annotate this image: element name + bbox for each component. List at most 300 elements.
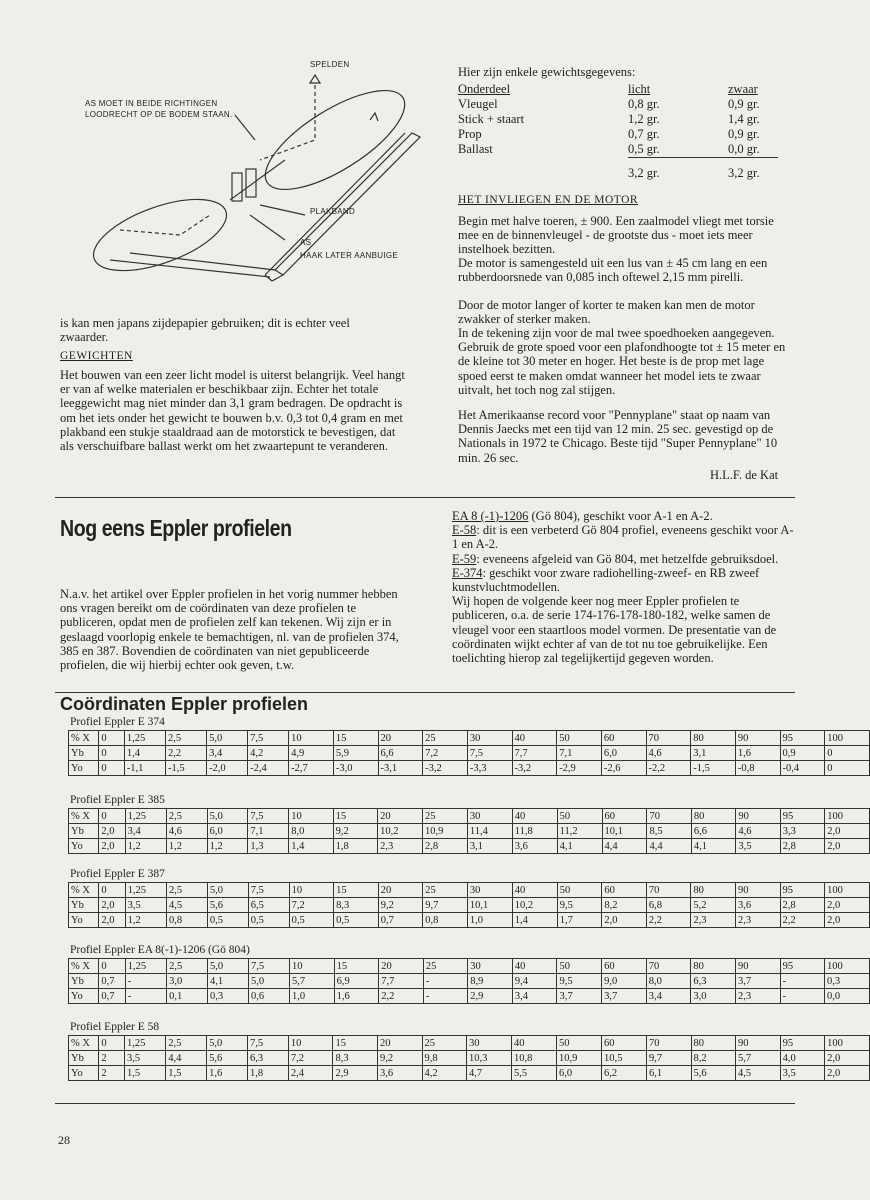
coords-cell: 90 [735, 959, 780, 974]
coords-row-label: Yb [69, 746, 99, 761]
coords-cell: 50 [557, 883, 602, 898]
article-profile-list [452, 509, 794, 665]
coords-cell: 8,0 [289, 824, 333, 839]
coords-cell: 3,1 [691, 746, 736, 761]
label-spelden: SPELDEN [310, 60, 350, 69]
coords-cell: 6,0 [207, 824, 248, 839]
coords-cell: 10,2 [378, 824, 423, 839]
coords-cell: -0,4 [780, 761, 825, 776]
coords-cell: 3,3 [780, 824, 824, 839]
coords-cell: 3,7 [557, 989, 602, 1004]
profile-item [452, 552, 794, 566]
coords-cell: 4,2 [248, 746, 289, 761]
profile-coords-table [68, 808, 870, 854]
coords-cell: 11,8 [512, 824, 557, 839]
coords-cell: 7,1 [248, 824, 289, 839]
coords-cell: 0 [99, 809, 125, 824]
coords-cell: 1,4 [289, 839, 333, 854]
coords-cell: 0,7 [378, 913, 423, 928]
coords-row-yb [69, 974, 870, 989]
profile-coords-table [68, 958, 870, 1004]
coords-cell: -2,6 [601, 761, 646, 776]
coords-cell: 2,9 [468, 989, 513, 1004]
section-divider [55, 497, 795, 498]
coords-cell: 10 [288, 1036, 333, 1051]
coords-cell: 0 [825, 746, 870, 761]
right-paragraph-3: Door de motor langer of korter te maken kan men de motor zwakker of sterker maken. [458, 298, 755, 327]
coords-cell: 8,5 [647, 824, 691, 839]
coords-row-label: Yb [69, 1051, 99, 1066]
coords-cell: 0 [99, 731, 124, 746]
left-paragraph-2: Het bouwen van een zeer licht model is uiterst belangrijk. Veel hangt er van af welke materialen er beschikbaar zijn. Echter het totale leeggewicht mag niet minder dan 3,1 gram bedragen. De opdracht is om het iets onder het gewicht te bouwen b.v. 0,3 tot 0,4 gram en met plakband een stukje staaldraad aan de motorstick te bevestigen, dat als verschuifbare ballast werkt om het zwaartepunt te veranderen. [60, 368, 405, 454]
profile-coords-table [68, 882, 870, 928]
coords-cell: 2,4 [288, 1066, 333, 1081]
coords-cell: 80 [691, 731, 736, 746]
heading-gewichten: GEWICHTEN [60, 350, 133, 362]
profile-code: EA 8 (-1)-1206 [452, 509, 529, 523]
profile-table-title: Profiel Eppler E 58 [70, 1021, 160, 1033]
coords-cell: 9,2 [378, 898, 423, 913]
coords-cell: 1,4 [512, 913, 557, 928]
label-as-note: AS MOET IN BEIDE RICHTINGEN LOODRECHT OP DE BODEM STAAN. [85, 99, 233, 119]
coords-row-x [69, 731, 870, 746]
coords-row-yo [69, 989, 870, 1004]
coords-cell: 5,6 [691, 1066, 736, 1081]
coords-cell: 0 [825, 761, 870, 776]
coords-row-yb [69, 746, 870, 761]
coords-cell: -2,0 [207, 761, 248, 776]
coords-cell: 10 [289, 883, 334, 898]
profile-table-title: Profiel Eppler E 385 [70, 794, 165, 806]
coords-cell: -0,8 [735, 761, 780, 776]
coords-cell: 2,0 [99, 898, 125, 913]
coords-cell: 4,6 [736, 824, 780, 839]
coords-cell: 2,0 [99, 824, 125, 839]
right-paragraph-4: In de tekening zijn voor de mal twee spoedhoeken aangegeven. Gebruik de grote spoed voor een plafondhoogte tot ± 15 meter en de kleine tot 30 meter en hoger. Het beste is de prop met lage spoed eerst te maken omdat wanneer het model iets te zwaar uitvalt, het toch nog zal stijgen. [458, 326, 786, 397]
coords-cell: 4,4 [647, 839, 691, 854]
coords-cell: 5,6 [207, 1051, 248, 1066]
coords-cell: 30 [467, 731, 512, 746]
coords-cell: 7,7 [512, 746, 557, 761]
coords-cell: 5,0 [248, 974, 289, 989]
coords-cell: 20 [377, 1036, 422, 1051]
coords-cell: 0,1 [167, 989, 208, 1004]
coords-divider [55, 692, 795, 693]
coords-cell: 8,3 [334, 898, 379, 913]
coords-cell: 0,3 [825, 974, 870, 989]
coords-cell: 3,5 [124, 1051, 165, 1066]
coords-row-label: % X [69, 1036, 99, 1051]
coords-cell: 60 [602, 883, 647, 898]
coords-cell: 2,9 [333, 1066, 378, 1081]
coords-cell: 7,2 [423, 746, 468, 761]
coords-cell: -3,2 [423, 761, 468, 776]
coords-cell: 2,3 [378, 839, 423, 854]
coords-row-yb [69, 898, 870, 913]
coords-cell: 60 [601, 731, 646, 746]
coords-cell: 100 [825, 731, 870, 746]
coords-cell: 9,5 [557, 898, 602, 913]
coords-cell: 2 [99, 1066, 125, 1081]
coords-cell: -1,5 [691, 761, 736, 776]
coords-cell: 6,8 [646, 898, 691, 913]
profile-table-title: Profiel Eppler E 374 [70, 716, 165, 728]
coords-cell: 3,6 [512, 839, 557, 854]
author-signature: H.L.F. de Kat [710, 468, 779, 482]
coords-cell: 0 [99, 1036, 125, 1051]
coords-cell: 70 [646, 1036, 691, 1051]
coords-cell: 50 [557, 809, 602, 824]
coords-cell: 1,0 [467, 913, 512, 928]
coords-cell: 2,8 [780, 839, 824, 854]
coords-row-yb [69, 824, 870, 839]
heading-invliegen: HET INVLIEGEN EN DE MOTOR [458, 194, 639, 206]
coords-cell: 40 [512, 809, 557, 824]
coords-cell: 70 [647, 809, 691, 824]
coords-cell: 2,5 [166, 809, 207, 824]
coords-cell: 3,7 [602, 989, 647, 1004]
coords-cell: 7,5 [248, 1036, 289, 1051]
coords-cell: 5,7 [289, 974, 334, 989]
coords-row-x [69, 883, 870, 898]
coords-cell: - [780, 989, 824, 1004]
profile-item [452, 523, 794, 551]
coords-cell: 15 [333, 809, 377, 824]
coords-cell: 10,9 [423, 824, 468, 839]
coords-cell: 3,1 [467, 839, 512, 854]
coords-cell: 4,1 [208, 974, 249, 989]
coords-cell: 1,5 [124, 1066, 165, 1081]
coords-cell: 10,8 [512, 1051, 557, 1066]
coords-cell: 9,7 [423, 898, 468, 913]
coords-cell: 6,3 [691, 974, 736, 989]
coords-cell: 10 [289, 959, 334, 974]
coords-cell: 1,6 [207, 1066, 248, 1081]
coords-cell: 20 [379, 959, 424, 974]
coords-cell: 1,25 [124, 731, 165, 746]
coords-cell: 2,5 [166, 731, 207, 746]
coords-cell: 8,2 [602, 898, 647, 913]
weights-cell: Ballast [458, 142, 493, 156]
coords-cell: 1,2 [166, 839, 207, 854]
weights-table [458, 82, 778, 181]
coords-cell: 0 [99, 746, 124, 761]
coords-cell: 2,8 [780, 898, 825, 913]
coords-cell: 4,6 [166, 824, 207, 839]
coords-cell: 80 [691, 959, 736, 974]
coords-cell: 25 [423, 731, 468, 746]
coords-cell: 80 [691, 1036, 736, 1051]
coords-row-label: Yo [69, 989, 99, 1004]
coords-cell: 6,6 [378, 746, 423, 761]
coords-cell: 3,5 [125, 898, 166, 913]
coords-cell: 9,4 [512, 974, 557, 989]
coords-cell: 6,1 [646, 1066, 691, 1081]
coords-cell: 3,4 [512, 989, 557, 1004]
coords-cell: 9,0 [602, 974, 647, 989]
coords-cell: 10,1 [467, 898, 512, 913]
coords-row-label: % X [69, 731, 99, 746]
coords-cell: 5,0 [207, 1036, 248, 1051]
coords-cell: 90 [735, 731, 780, 746]
profile-coords-table [68, 730, 870, 776]
coords-cell: 2,0 [825, 913, 870, 928]
coords-cell: 5,6 [207, 898, 248, 913]
label-haak: HAAK LATER AANBUIGE [300, 251, 399, 260]
coords-cell: 7,2 [289, 898, 334, 913]
coords-cell: 6,2 [601, 1066, 646, 1081]
coords-row-label: Yo [69, 913, 99, 928]
coords-cell: 4,1 [691, 839, 735, 854]
coords-cell: 11,4 [467, 824, 512, 839]
coords-row-label: % X [69, 883, 99, 898]
coords-cell: 10,1 [602, 824, 647, 839]
coords-row-yb [69, 1051, 870, 1066]
profile-text: : dit is een verbeterd Gö 804 profiel, eveneens geschikt voor A-1 en A-2. [452, 523, 794, 552]
coords-cell: 15 [334, 883, 379, 898]
coords-row-label: Yo [69, 761, 99, 776]
coords-cell: 7,2 [288, 1051, 333, 1066]
label-as: AS [300, 238, 312, 247]
coords-row-yo [69, 1066, 870, 1081]
weights-cell: 0,5 gr. [628, 142, 660, 156]
coords-cell: -1,5 [166, 761, 207, 776]
coords-cell: 3,5 [736, 839, 780, 854]
coords-cell: 60 [601, 1036, 646, 1051]
weights-cell: 0,8 gr. [628, 97, 660, 111]
coords-cell: 100 [825, 883, 870, 898]
coords-cell: 1,8 [333, 839, 377, 854]
coords-cell: -2,2 [646, 761, 691, 776]
right-paragraph-2: De motor is samengesteld uit een lus van ± 45 cm lang en een rubberdoorsnede van 0,085 inch oftewel 2,15 mm pirelli. [458, 256, 768, 285]
weights-header-heavy: zwaar [728, 82, 758, 96]
coords-cell: 80 [691, 809, 735, 824]
coords-cell: 1,25 [125, 959, 166, 974]
coords-cell: 5,5 [512, 1066, 557, 1081]
coords-cell: 30 [467, 883, 512, 898]
coords-cell: 2,0 [825, 898, 870, 913]
coords-cell: 70 [646, 883, 691, 898]
coords-cell: 2,0 [99, 839, 125, 854]
coords-cell: 5,0 [207, 883, 248, 898]
coords-cell: 5,0 [207, 731, 248, 746]
coords-cell: 6,3 [248, 1051, 289, 1066]
weights-row [458, 127, 778, 142]
coords-cell: 1,5 [166, 1066, 207, 1081]
coords-cell: 6,5 [248, 898, 289, 913]
coords-cell: 60 [602, 809, 647, 824]
coords-cell: 7,1 [557, 746, 602, 761]
article-intro: N.a.v. het artikel over Eppler profielen in het vorig nummer hebben ons vragen bereikt om de coördinaten van deze profielen te publiceren, opdat men de profielen zelf kan tekenen. Wij zijn er in geslaagd voorlopig enkele te bemachtigen, nl. van de profielen 374, 385 en 387. Bovendien de coördinaten van niet gepubliceerde profielen, die wij hierbij echter ook geven, t.w. [60, 587, 399, 673]
coords-cell: 7,5 [248, 731, 289, 746]
coords-cell: 5,9 [333, 746, 378, 761]
coords-cell: -3,3 [467, 761, 512, 776]
coords-row-label: Yo [69, 839, 99, 854]
coords-row-label: % X [69, 809, 99, 824]
coords-cell: 40 [512, 883, 557, 898]
coords-cell: 9,5 [557, 974, 602, 989]
coords-cell: 10 [289, 809, 333, 824]
coords-cell: 1,3 [248, 839, 289, 854]
coords-cell: 1,0 [289, 989, 334, 1004]
coords-cell: 95 [780, 959, 824, 974]
coords-cell: 7,5 [248, 959, 289, 974]
coords-cell: 9,7 [646, 1051, 691, 1066]
coords-cell: 6,6 [691, 824, 735, 839]
coords-cell: 4,5 [166, 898, 207, 913]
bottom-rule [55, 1103, 795, 1104]
coords-cell: 4,5 [736, 1066, 781, 1081]
coords-cell: 1,8 [248, 1066, 289, 1081]
weights-row [458, 112, 778, 127]
coords-cell: 2,3 [735, 989, 780, 1004]
coords-cell: 1,7 [557, 913, 602, 928]
left-paragraph-1: is kan men japans zijdepapier gebruiken; dit is echter veel zwaarder. [60, 316, 350, 345]
profile-item [452, 566, 794, 594]
coords-cell: 2,8 [423, 839, 468, 854]
coords-cell: 90 [736, 1036, 781, 1051]
coords-cell: 70 [646, 731, 691, 746]
coords-row-label: Yb [69, 898, 99, 913]
coords-cell: 25 [422, 1036, 467, 1051]
coords-cell: 5,0 [208, 959, 249, 974]
coords-cell: 10,3 [467, 1051, 512, 1066]
coords-cell: 9,8 [422, 1051, 467, 1066]
coords-cell: 2,0 [825, 1066, 870, 1081]
coords-row-label: % X [69, 959, 99, 974]
weights-intro: Hier zijn enkele gewichtsgegevens: [458, 65, 636, 79]
coords-cell: - [780, 974, 824, 989]
coords-cell: - [125, 989, 166, 1004]
coords-cell: 8,3 [333, 1051, 378, 1066]
weights-cell: 1,4 gr. [728, 112, 760, 126]
weights-header-part: Onderdeel [458, 82, 511, 96]
coords-cell: 25 [423, 809, 468, 824]
coords-cell: 2,0 [602, 913, 647, 928]
profile-text: : eveneens afgeleid van Gö 804, met hetzelfde gebruiksdoel. [476, 551, 779, 566]
coords-cell: 2,0 [825, 824, 870, 839]
coords-cell: 2,3 [691, 913, 736, 928]
coords-cell: 4,4 [602, 839, 647, 854]
coords-cell: 0 [99, 883, 125, 898]
coords-cell: 40 [512, 1036, 557, 1051]
profile-code: E-374 [452, 565, 483, 580]
coords-cell: 0 [99, 959, 125, 974]
coords-cell: 7,5 [248, 809, 289, 824]
profile-coords-table [68, 1035, 870, 1081]
coords-cell: 6,0 [601, 746, 646, 761]
model-jig-illustration [60, 45, 440, 310]
coords-row-x [69, 959, 870, 974]
coords-cell: 4,0 [780, 1051, 825, 1066]
coords-row-yo [69, 913, 870, 928]
coords-cell: 8,0 [646, 974, 691, 989]
coords-cell: 8,9 [468, 974, 513, 989]
coords-cell: 0,9 [780, 746, 825, 761]
coords-row-label: Yo [69, 1066, 99, 1081]
coords-cell: 0,8 [423, 913, 468, 928]
model-drawing [60, 45, 440, 310]
coords-cell: 2,2 [166, 746, 207, 761]
coords-cell: 11,2 [557, 824, 602, 839]
right-paragraph-5: Het Amerikaanse record voor "Pennyplane" staat op naam van Dennis Jaecks met een tijd van 12 min. 25 sec. gevestigd op de Nationals in 1972 te Chicago. Beste tijd "Super Pennyplane" 10 min. 26 sec. [458, 408, 778, 465]
coords-cell: 3,6 [735, 898, 780, 913]
coords-cell: 1,4 [124, 746, 165, 761]
coords-cell: 3,4 [646, 989, 691, 1004]
profile-text: (Gö 804), geschikt voor A-1 en A-2. [528, 509, 713, 523]
coords-cell: 4,1 [557, 839, 602, 854]
coords-cell: -3,0 [333, 761, 378, 776]
coords-cell: 5,7 [736, 1051, 781, 1066]
coords-row-label: Yb [69, 824, 99, 839]
coords-cell: 1,2 [207, 839, 248, 854]
page-number: 28 [58, 1133, 70, 1147]
coords-cell: 1,2 [125, 913, 166, 928]
coords-cell: 4,6 [646, 746, 691, 761]
profile-code: E-58 [452, 523, 477, 538]
coords-title: Coördinaten Eppler profielen [60, 694, 309, 714]
coords-row-x [69, 809, 870, 824]
coords-row-label: Yb [69, 974, 99, 989]
coords-cell: 1,2 [125, 839, 166, 854]
article-outro: Wij hopen de volgende keer nog meer Eppler profielen te publiceren, o.a. de serie 174-176-178-180-182, welke samen de vleugel voor een staartloos model vormen. De presentatie van de coördinaten wijkt echter af van de tot nu toe gebruikelijke. Een toelichting hierop zal tegelijkertijd gegeven worden. [452, 594, 777, 666]
coords-cell: 1,6 [735, 746, 780, 761]
coords-row-yo [69, 761, 870, 776]
coords-cell: 20 [378, 731, 423, 746]
coords-cell: 60 [602, 959, 647, 974]
coords-cell: 0,6 [248, 989, 289, 1004]
weights-header-light: licht [628, 82, 651, 96]
article-title: Nog eens Eppler profielen [60, 515, 292, 541]
coords-cell: 15 [333, 731, 378, 746]
coords-cell: 100 [825, 1036, 870, 1051]
profile-table-title: Profiel Eppler E 387 [70, 868, 165, 880]
coords-cell: 0,7 [99, 989, 125, 1004]
coords-cell: 2,3 [735, 913, 780, 928]
coords-cell: 15 [334, 959, 379, 974]
coords-cell: -2,9 [557, 761, 602, 776]
coords-cell: 0,0 [825, 989, 870, 1004]
coords-cell: 10,2 [512, 898, 557, 913]
coords-cell: 80 [691, 883, 736, 898]
coords-cell: 0 [99, 761, 124, 776]
right-paragraph-1: Begin met halve toeren, ± 900. Een zaalmodel vliegt met torsie mee en de binnenvleugel - de grootste dus - moet iets meer instelhoek bezitten. [458, 214, 774, 257]
coords-cell: 0,5 [334, 913, 379, 928]
coords-cell: 25 [423, 883, 468, 898]
coords-cell: 25 [423, 959, 467, 974]
coords-cell: 3,4 [207, 746, 248, 761]
coords-cell: 3,4 [125, 824, 166, 839]
coords-cell: 100 [825, 959, 870, 974]
coords-cell: 0,8 [166, 913, 207, 928]
coords-cell: 3,7 [735, 974, 780, 989]
coords-cell: 2,2 [780, 913, 825, 928]
coords-cell: 1,6 [334, 989, 379, 1004]
weights-cell: 0,7 gr. [628, 127, 660, 141]
coords-cell: 1,25 [124, 1036, 165, 1051]
coords-cell: 1,25 [125, 809, 166, 824]
coords-cell: 5,0 [207, 809, 248, 824]
coords-cell: 4,9 [289, 746, 334, 761]
coords-cell: 4,2 [422, 1066, 467, 1081]
coords-cell: 8,2 [691, 1051, 736, 1066]
weights-row [458, 97, 778, 112]
coords-cell: 2,5 [166, 883, 207, 898]
coords-cell: 20 [378, 883, 423, 898]
coords-cell: 0,5 [289, 913, 334, 928]
coords-cell: 95 [780, 1036, 825, 1051]
coords-cell: 15 [333, 1036, 378, 1051]
